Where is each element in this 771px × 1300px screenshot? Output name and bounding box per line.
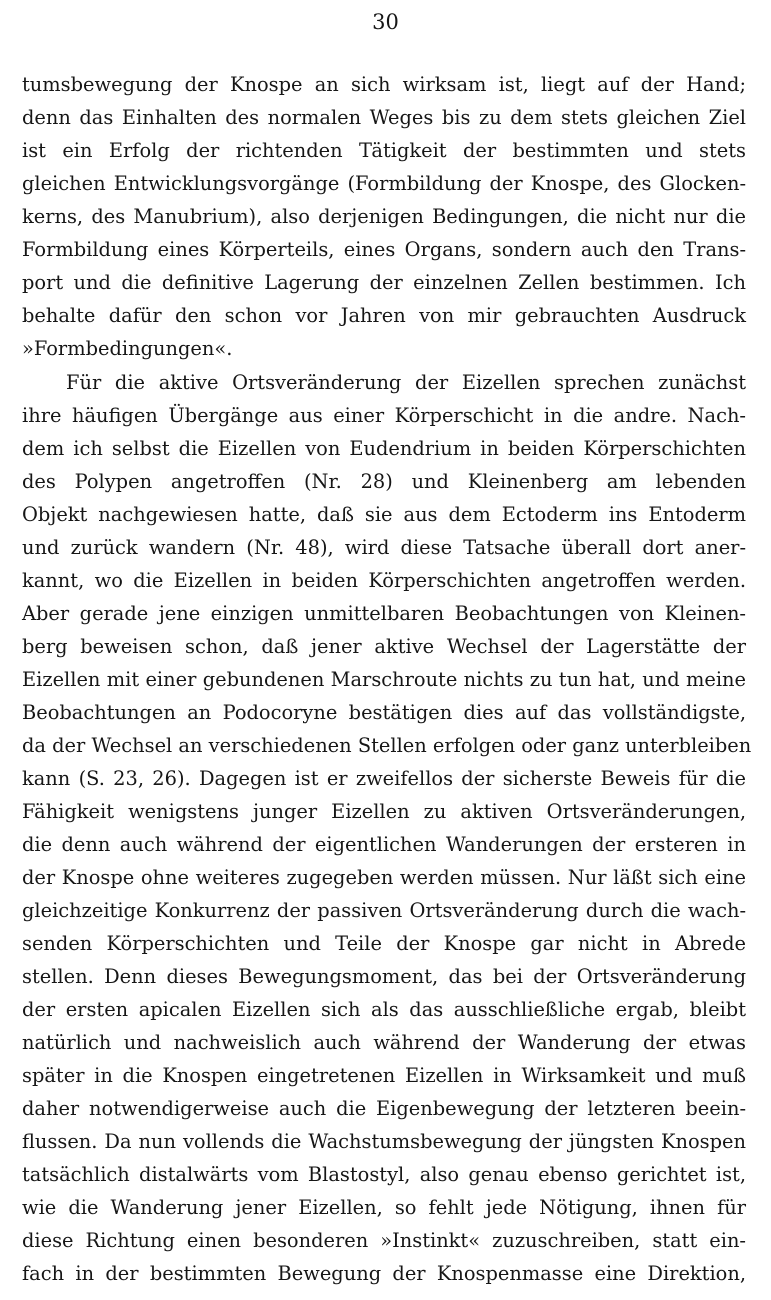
text-line: diese Richtung einen besonderen »Instinkt« zuzuschreiben, statt ein-: [22, 1229, 746, 1252]
text-line: Formbildung eines Körperteils, eines Organs, sondern auch den Trans-: [22, 238, 746, 261]
page-number: 30: [372, 10, 399, 34]
text-line: des Polypen angetroffen (Nr. 28) und Kleinenberg am lebenden: [22, 470, 746, 493]
text-line: senden Körperschichten und Teile der Knospe gar nicht in Abrede: [22, 932, 746, 955]
text-line: dem ich selbst die Eizellen von Eudendrium in beiden Körperschichten: [22, 437, 746, 460]
text-line: kannt, wo die Eizellen in beiden Körperschichten angetroffen werden.: [22, 569, 746, 592]
text-line: berg beweisen schon, daß jener aktive Wechsel der Lagerstätte der: [22, 635, 746, 658]
text-line: die denn auch während der eigentlichen Wanderungen der ersteren in: [22, 833, 746, 856]
text-line: port und die definitive Lagerung der einzelnen Zellen bestimmen. Ich: [22, 271, 746, 294]
text-line: Objekt nachgewiesen hatte, daß sie aus dem Ectoderm ins Entoderm: [22, 503, 746, 526]
text-line: tumsbewegung der Knospe an sich wirksam ist, liegt auf der Hand;: [22, 73, 746, 96]
text-line: Fähigkeit wenigstens junger Eizellen zu aktiven Ortsveränderungen,: [22, 800, 746, 823]
text-line: gleichzeitige Konkurrenz der passiven Ortsveränderung durch die wach-: [22, 899, 746, 922]
text-line: da der Wechsel an verschiedenen Stellen erfolgen oder ganz unterbleiben: [22, 734, 752, 757]
text-line: der Knospe ohne weiteres zugegeben werden müssen. Nur läßt sich eine: [22, 866, 746, 889]
text-line: Beobachtungen an Podocoryne bestätigen dies auf das vollständigste,: [22, 701, 746, 724]
text-line: Aber gerade jene einzigen unmittelbaren Beobachtungen von Kleinen-: [22, 602, 746, 625]
text-line: tatsächlich distalwärts vom Blastostyl, also genau ebenso gerichtet ist,: [22, 1163, 746, 1186]
text-line: fach in der bestimmten Bewegung der Knospenmasse eine Direktion,: [22, 1262, 746, 1285]
text-line: ihre häufigen Übergänge aus einer Körperschicht in die andre. Nach-: [22, 404, 746, 427]
text-line: wie die Wanderung jener Eizellen, so fehlt jede Nötigung, ihnen für: [22, 1196, 746, 1219]
text-line: der ersten apicalen Eizellen sich als das ausschließliche ergab, bleibt: [22, 998, 746, 1021]
text-line: gleichen Entwicklungsvorgänge (Formbildung der Knospe, des Glocken-: [22, 172, 746, 195]
text-line: Eizellen mit einer gebundenen Marschroute nichts zu tun hat, und meine: [22, 668, 746, 691]
text-line: kerns, des Manubrium), also derjenigen Bedingungen, die nicht nur die: [22, 205, 746, 228]
text-line: »Formbedingungen«.: [22, 337, 233, 360]
text-line: daher notwendigerweise auch die Eigenbewegung der letzteren beein-: [22, 1097, 746, 1120]
text-line: denn das Einhalten des normalen Weges bis zu dem stets gleichen Ziel: [22, 106, 746, 129]
text-line: stellen. Denn dieses Bewegungsmoment, das bei der Ortsveränderung: [22, 965, 746, 988]
text-line: natürlich und nachweislich auch während der Wanderung der etwas: [22, 1031, 746, 1054]
text-line: und zurück wandern (Nr. 48), wird diese Tatsache überall dort aner-: [22, 536, 746, 559]
text-line: Für die aktive Ortsveränderung der Eizellen sprechen zunächst: [66, 371, 746, 394]
text-line: später in die Knospen eingetretenen Eizellen in Wirksamkeit und muß: [22, 1064, 746, 1087]
text-line: behalte dafür den schon vor Jahren von mir gebrauchten Ausdruck: [22, 304, 746, 327]
text-line: kann (S. 23, 26). Dagegen ist er zweifellos der sicherste Beweis für die: [22, 767, 746, 790]
text-line: ist ein Erfolg der richtenden Tätigkeit der bestimmten und stets: [22, 139, 746, 162]
text-line: flussen. Da nun vollends die Wachstumsbewegung der jüngsten Knospen: [22, 1130, 746, 1153]
